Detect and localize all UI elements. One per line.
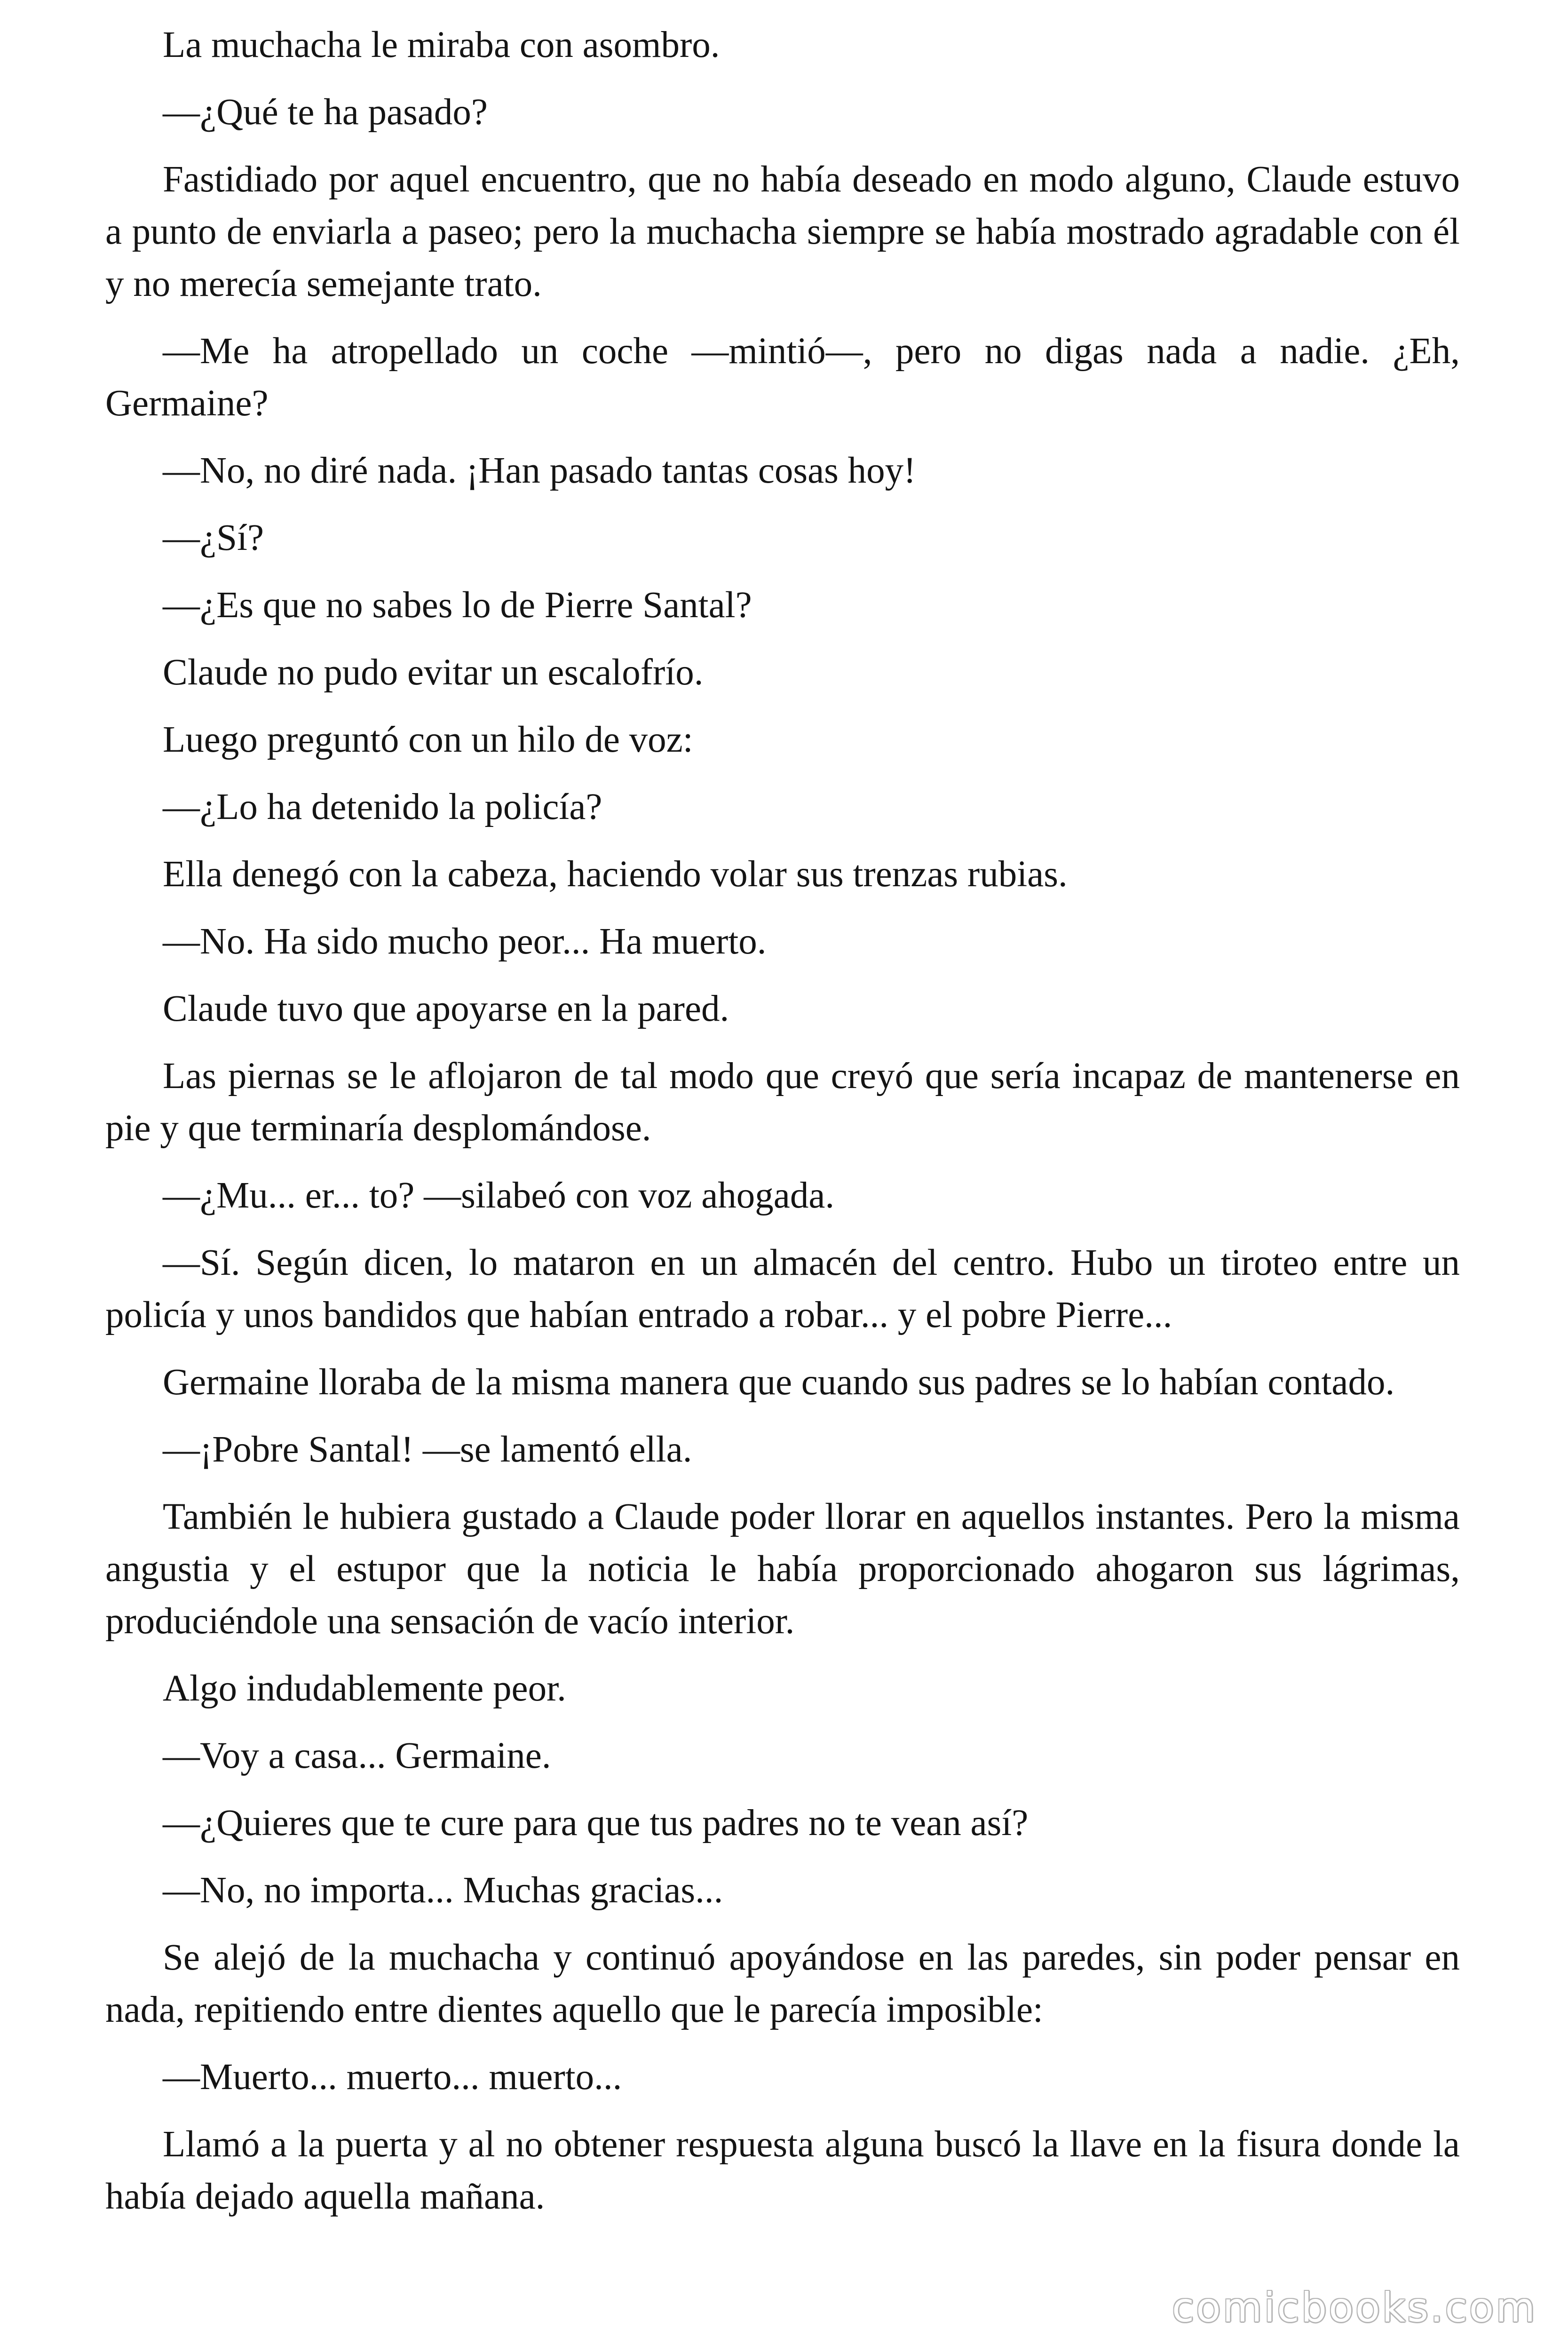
paragraph: Algo indudablemente peor. [163,1668,566,1709]
paragraph: Llamó a la puerta y al no obtener respuesta alguna buscó la llave en la fisura donde la había dejado aquella mañana. [105,2124,1460,2217]
paragraph: La muchacha le miraba con asombro. [163,24,720,65]
paragraph: Ella denegó con la cabeza, haciendo volar sus trenzas rubias. [163,854,1068,895]
paragraph: Fastidiado por aquel encuentro, que no había deseado en modo alguno, Claude estuvo a punto de enviarla a paseo; pero la muchacha siempre se había mostrado agradable con él y no merecía semejante trato. [105,159,1460,304]
paragraph: —No. Ha sido mucho peor... Ha muerto. [163,921,767,962]
paragraph: —¿Es que no sabes lo de Pierre Santal? [163,585,752,626]
paragraph: —¿Sí? [163,517,264,558]
paragraph: —¿Qué te ha pasado? [163,92,488,133]
paragraph: —¿Quieres que te cure para que tus padres no te vean así? [163,1803,1029,1843]
paragraph: —Sí. Según dicen, lo mataron en un almacén del centro. Hubo un tiroteo entre un policía y unos bandidos que habían entrado a robar... y el pobre Pierre... [105,1242,1460,1335]
paragraph: Se alejó de la muchacha y continuó apoyándose en las paredes, sin poder pensar en nada, repitiendo entre dientes aquello que le parecía imposible: [105,1937,1460,2030]
paragraph: —¿Lo ha detenido la policía? [163,787,602,827]
paragraph: —¿Mu... er... to? —silabeó con voz ahogada. [163,1175,835,1216]
paragraph: —No, no importa... Muchas gracias... [163,1870,723,1911]
paragraph: —Me ha atropellado un coche —mintió—, pero no digas nada a nadie. ¿Eh, Germaine? [105,331,1460,424]
paragraph: —Voy a casa... Germaine. [163,1735,551,1776]
paragraph: Germaine lloraba de la misma manera que cuando sus padres se lo habían contado. [163,1362,1395,1403]
paragraph: —¡Pobre Santal! —se lamentó ella. [163,1429,692,1470]
paragraph: —Muerto... muerto... muerto... [163,2057,622,2098]
paragraph: Luego preguntó con un hilo de voz: [163,719,693,760]
paragraph: Claude no pudo evitar un escalofrío. [163,652,704,693]
paragraph: También le hubiera gustado a Claude poder llorar en aquellos instantes. Pero la misma angustia y el estupor que la noticia le había proporcionado ahogaron sus lágrimas, produciéndole una sensación de vacío interior. [105,1496,1460,1642]
paragraph: Claude tuvo que apoyarse en la pared. [163,988,729,1029]
watermark-text: comicbooks.com [1172,2284,1537,2331]
paragraph: —No, no diré nada. ¡Han pasado tantas cosas hoy! [163,450,916,491]
paragraph: Las piernas se le aflojaron de tal modo que creyó que sería incapaz de mantenerse en pie y que terminaría desplomándose. [105,1056,1460,1149]
page-body-text [105,19,1460,2238]
